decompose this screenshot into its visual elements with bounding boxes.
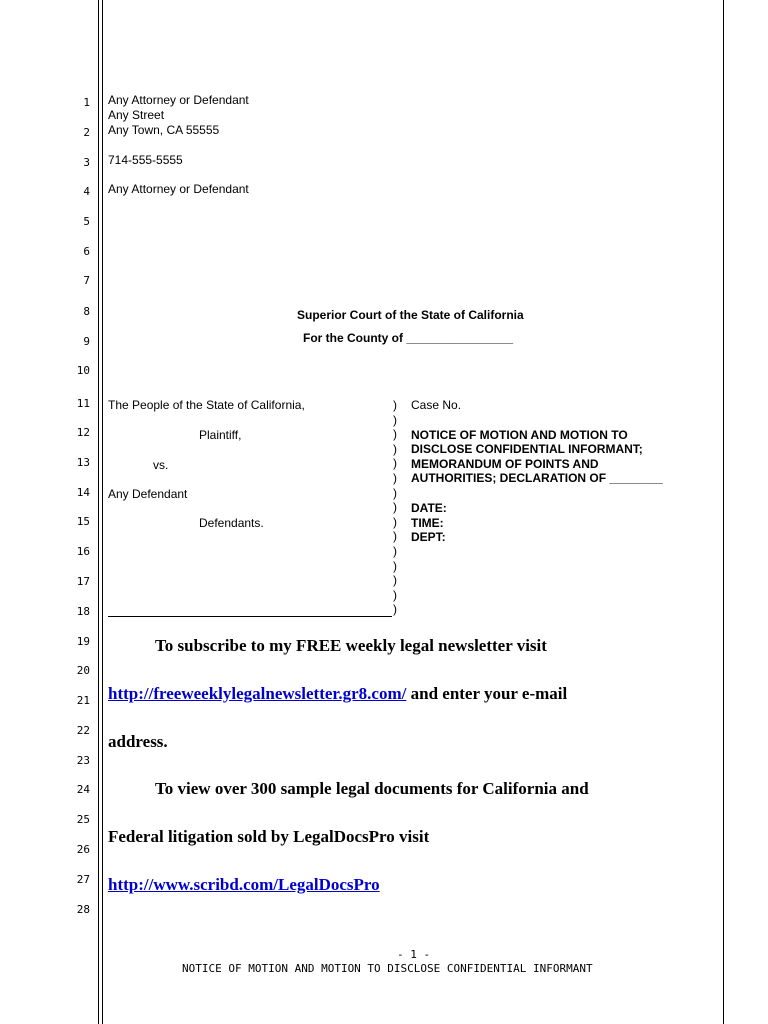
newsletter-link[interactable]: http://freeweeklylegalnewsletter.gr8.com/	[108, 684, 407, 703]
line-number: 8	[83, 305, 90, 318]
newsletter-line-2	[108, 684, 567, 704]
defendant-party: Any Defendant	[108, 487, 188, 501]
footer-title: NOTICE OF MOTION AND MOTION TO DISCLOSE CONFIDENTIAL INFORMANT	[182, 962, 593, 975]
case-number-label: Case No.	[411, 398, 462, 412]
line-number: 15	[76, 515, 90, 528]
line-number: 7	[83, 274, 90, 287]
document-title-line-2: DISCLOSE CONFIDENTIAL INFORMANT;	[411, 442, 643, 456]
attorney-city: Any Town, CA 55555	[108, 123, 220, 137]
line-number: 28	[76, 903, 90, 916]
line-number: 19	[76, 635, 90, 648]
line-number: 23	[76, 754, 90, 767]
hearing-time-label: TIME:	[411, 516, 444, 530]
document-title-line-3: MEMORANDUM OF POINTS AND	[411, 457, 599, 471]
line-number: 2	[83, 126, 90, 139]
plaintiff-label: Plaintiff,	[199, 428, 242, 442]
line-number: 18	[76, 605, 90, 618]
hearing-dept-label: DEPT:	[411, 530, 446, 544]
attorney-name: Any Attorney or Defendant	[108, 93, 249, 107]
left-margin-rule-inner	[102, 0, 103, 1024]
court-name: Superior Court of the State of California	[297, 308, 524, 322]
line-number: 13	[76, 456, 90, 469]
attorney-role: Any Attorney or Defendant	[108, 182, 249, 196]
line-number: 14	[76, 486, 90, 499]
line-number: 27	[76, 873, 90, 886]
newsletter-line-3: address.	[108, 732, 168, 751]
line-number: 26	[76, 843, 90, 856]
line-number: 6	[83, 245, 90, 258]
document-title-line-1: NOTICE OF MOTION AND MOTION TO	[411, 428, 628, 442]
left-margin-rule-outer	[98, 0, 99, 1024]
line-number: 9	[83, 335, 90, 348]
page-number: - 1 -	[397, 948, 431, 961]
line-number: 12	[76, 426, 90, 439]
right-margin-rule-lower	[723, 256, 724, 1024]
hearing-date-label: DATE:	[411, 501, 447, 515]
line-number: 10	[76, 364, 90, 377]
versus-label: vs.	[153, 458, 169, 472]
line-number: 11	[76, 397, 90, 410]
court-county: For the County of ________________	[303, 331, 514, 345]
scribd-link[interactable]: http://www.scribd.com/LegalDocsPro	[108, 875, 380, 894]
newsletter-line-1: To subscribe to my FREE weekly legal newsletter visit	[155, 636, 547, 655]
plaintiff-party: The People of the State of California,	[108, 398, 305, 412]
line-number: 24	[76, 783, 90, 796]
samples-line-1: To view over 300 sample legal documents for California and	[155, 779, 589, 798]
line-number: 25	[76, 813, 90, 826]
line-number: 5	[83, 215, 90, 228]
line-number: 1	[83, 96, 90, 109]
line-number: 20	[76, 664, 90, 677]
line-number: 3	[83, 156, 90, 169]
line-number: 17	[76, 575, 90, 588]
samples-line-2: Federal litigation sold by LegalDocsPro visit	[108, 827, 430, 846]
caption-parentheses: ) ) ) ) ) ) ) ) ) ) ) ) ) ) )	[393, 398, 397, 617]
caption-underline	[108, 616, 392, 617]
attorney-street: Any Street	[108, 108, 165, 122]
attorney-phone: 714-555-5555	[108, 153, 183, 167]
line-number: 16	[76, 545, 90, 558]
defendant-label: Defendants.	[199, 516, 264, 530]
line-number: 21	[76, 694, 90, 707]
right-margin-rule	[723, 0, 724, 256]
newsletter-line-2-text: and enter your e-mail	[406, 684, 568, 703]
document-title-line-4: AUTHORITIES; DECLARATION OF ________	[411, 471, 663, 485]
line-number: 4	[83, 185, 90, 198]
line-number: 22	[76, 724, 90, 737]
